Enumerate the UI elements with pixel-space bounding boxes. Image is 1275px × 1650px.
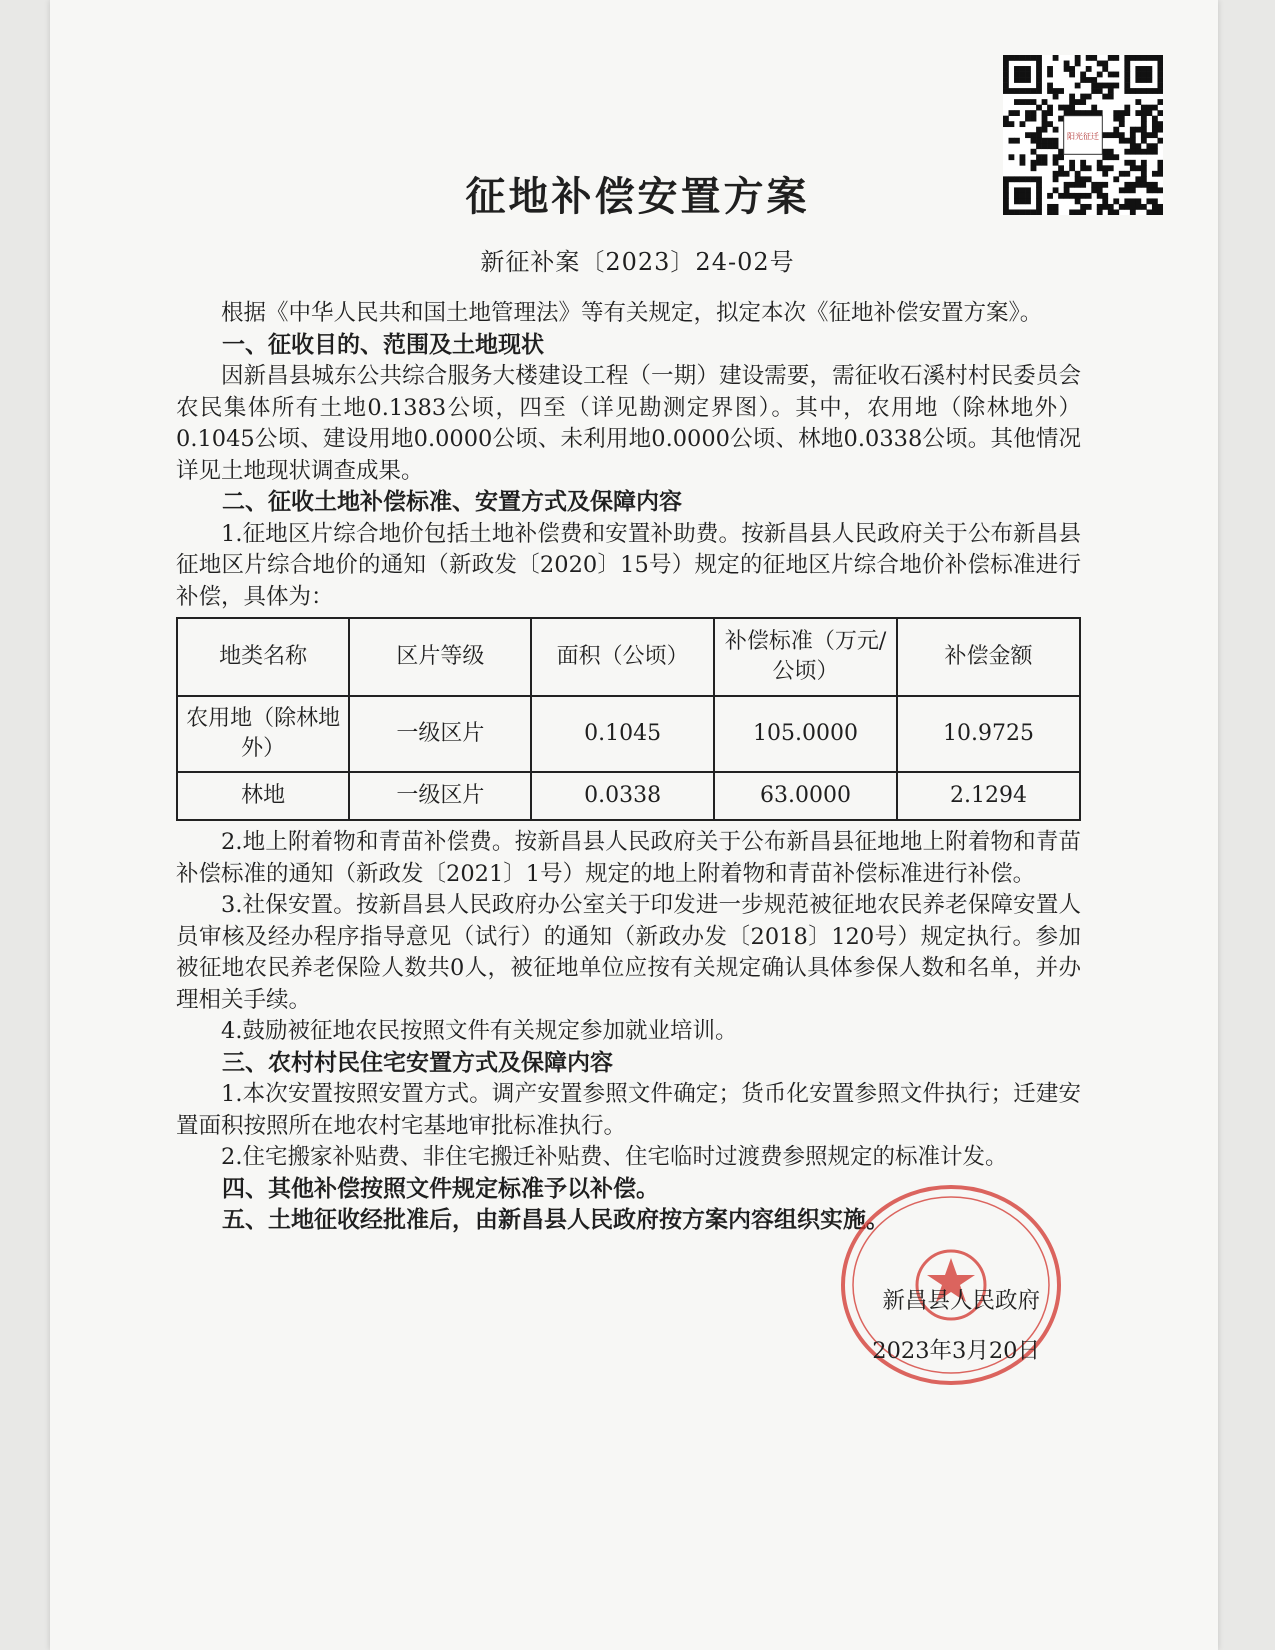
issuer-signature: 新昌县人民政府 [882, 1288, 1040, 1314]
section-1-text: 因新昌县城东公共综合服务大楼建设工程（一期）建设需要，需征收石溪村村民委员会农民集体所有土地0.1383公顷，四至（详见勘测定界图）。其中，农用地（除林地外）0.1045公顷、建设用地0.0000公顷、未利用地0.0000公顷、林地0.0338公顷。其他情况详见土地现状调查成果。 [176, 363, 1081, 484]
section-5-heading: 五、土地征收经批准后，由新昌县人民政府按方案内容组织实施。 [222, 1207, 889, 1233]
table-cell: 林地 [177, 772, 349, 820]
table-cell: 10.9725 [897, 696, 1080, 772]
table-header-cell: 补偿金额 [897, 618, 1080, 696]
section-2-item-1: 1.征地区片综合地价包括土地补偿费和安置补助费。按新昌县人民政府关于公布新昌县征地区片综合地价的通知（新政发〔2020〕15号）规定的征地区片综合地价补偿标准进行补偿，具体为： [176, 520, 1081, 610]
table-cell: 一级区片 [349, 772, 531, 820]
section-2-item-4: 4.鼓励被征地农民按照文件有关规定参加就业培训。 [221, 1018, 738, 1044]
section-3-heading: 三、农村村民住宅安置方式及保障内容 [222, 1049, 613, 1076]
section-2-item-3: 3.社保安置。按新昌县人民政府办公室关于印发进一步规范被征地农民养老保障安置人员审核及经办程序指导意见（试行）的通知（新政办发〔2018〕120号）规定执行。参加被征地农民养老保险人数共0人，被征地单位应按有关规定确认具体参保人数和名单，并办理相关手续。 [176, 892, 1081, 1013]
document-body [176, 298, 1081, 1237]
table-row [177, 772, 1080, 820]
section-3-item-1: 1.本次安置按照安置方式。调产安置参照文件确定；货币化安置参照文件执行；迁建安置面积按照所在地农村宅基地审批标准执行。 [176, 1081, 1081, 1139]
table-cell: 2.1294 [897, 772, 1080, 820]
table-header-row [177, 618, 1080, 696]
table-cell: 63.0000 [714, 772, 897, 820]
table-cell: 一级区片 [349, 696, 531, 772]
table-header-cell: 补偿标准（万元/公顷） [714, 618, 897, 696]
table-header-cell: 区片等级 [349, 618, 531, 696]
section-2-heading: 二、征收土地补偿标准、安置方式及保障内容 [222, 489, 682, 515]
table-header-cell: 面积（公顷） [531, 618, 714, 696]
table-cell: 0.0338 [531, 772, 714, 820]
document-title: 征地补偿安置方案 [465, 174, 810, 220]
table-row [177, 696, 1080, 772]
table-cell: 农用地（除林地外） [177, 696, 349, 772]
intro-paragraph: 根据《中华人民共和国土地管理法》等有关规定，拟定本次《征地补偿安置方案》。 [221, 300, 1043, 326]
section-4-heading: 四、其他补偿按照文件规定标准予以补偿。 [222, 1175, 659, 1202]
section-2-item-2: 2.地上附着物和青苗补偿费。按新昌县人民政府关于公布新昌县征地地上附着物和青苗补偿标准的通知（新政发〔2021〕1号）规定的地上附着物和青苗补偿标准进行补偿。 [176, 829, 1081, 887]
table-cell: 105.0000 [714, 696, 897, 772]
section-3-item-2: 2.住宅搬家补贴费、非住宅搬迁补贴费、住宅临时过渡费参照规定的标准计发。 [221, 1144, 1008, 1170]
qr-center-label: 阳光征迁 [1067, 132, 1099, 141]
table-header-cell: 地类名称 [177, 618, 349, 696]
compensation-table [176, 617, 1081, 821]
issue-date: 2023年3月20日 [872, 1338, 1040, 1364]
section-1-heading: 一、征收目的、范围及土地现状 [222, 331, 544, 358]
document-number: 新征补案〔2023〕24-02号 [480, 248, 795, 276]
table-cell: 0.1045 [531, 696, 714, 772]
